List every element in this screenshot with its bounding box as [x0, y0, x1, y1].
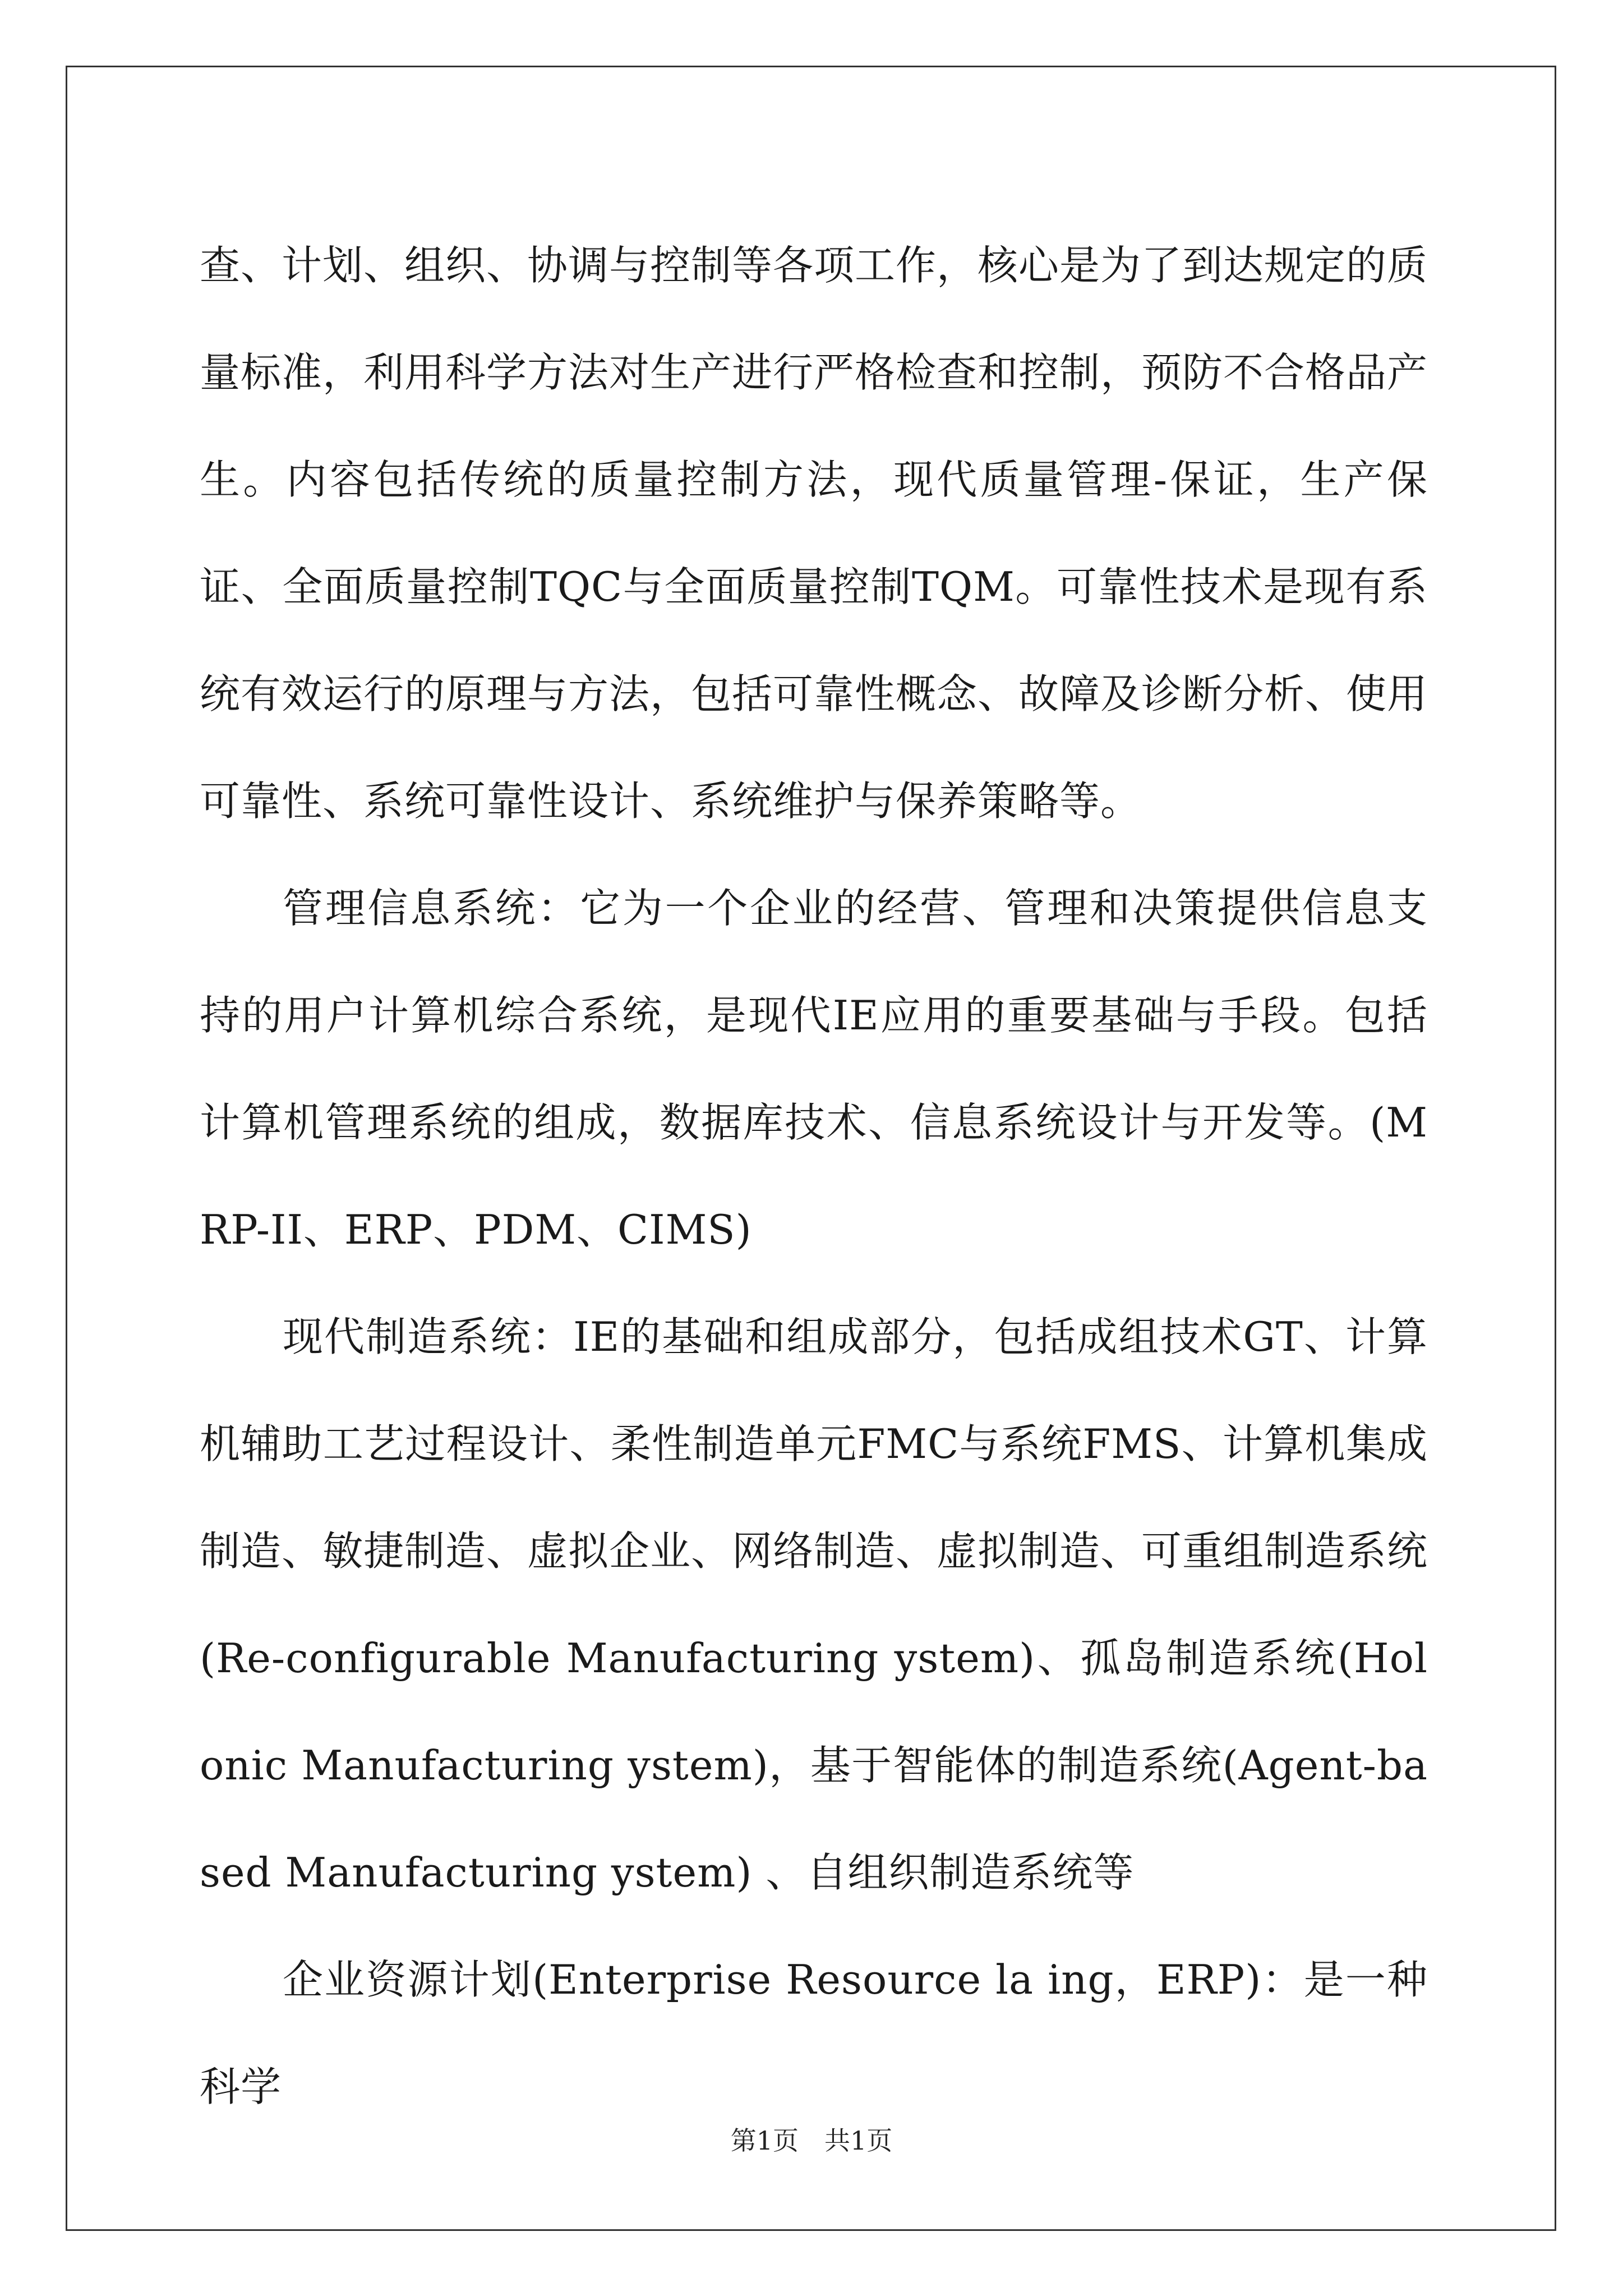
paragraph-erp: 企业资源计划(Enterprise Resource la ing，ERP)：是一种科学 [200, 1956, 1428, 2110]
page-number: 第1页 [730, 2125, 799, 2156]
paragraph-modern-manufacturing-system: 现代制造系统：IE的基础和组成部分，包括成组技术GT、计算机辅助工艺过程设计、柔性制造单元FMC与系统FMS、计算机集成制造、敏捷制造、虚拟企业、网络制造、虚拟制造、可重组制造系统(Re-configurable Manufacturing ystem)、孤岛制造系统(Holonic Manufacturing ystem)，基于智能体的制造系统(Agent-based Manufacturing ystem) 、自组织制造系统等 [200, 1313, 1428, 1896]
page-total: 共1页 [824, 2125, 893, 2156]
document-body [200, 212, 1428, 2141]
paragraph-management-information-system: 管理信息系统：它为一个企业的经营、管理和决策提供信息支持的用户计算机综合系统，是现代IE应用的重要基础与手段。包括计算机管理系统的组成，数据库技术、信息系统设计与开发等。(MRP-II、ERP、PDM、CIMS) [200, 885, 1428, 1253]
page-footer [0, 2124, 1623, 2157]
paragraph-quality-reliability: 查、计划、组织、协调与控制等各项工作，核心是为了到达规定的质量标准，利用科学方法对生产进行严格检查和控制，预防不合格品产生。内容包括传统的质量控制方法，现代质量管理-保证，生产保证、全面质量控制TQC与全面质量控制TQM。可靠性技术是现有系统有效运行的原理与方法，包括可靠性概念、故障及诊断分析、使用可靠性、系统可靠性设计、系统维护与保养策略等。 [200, 242, 1428, 825]
